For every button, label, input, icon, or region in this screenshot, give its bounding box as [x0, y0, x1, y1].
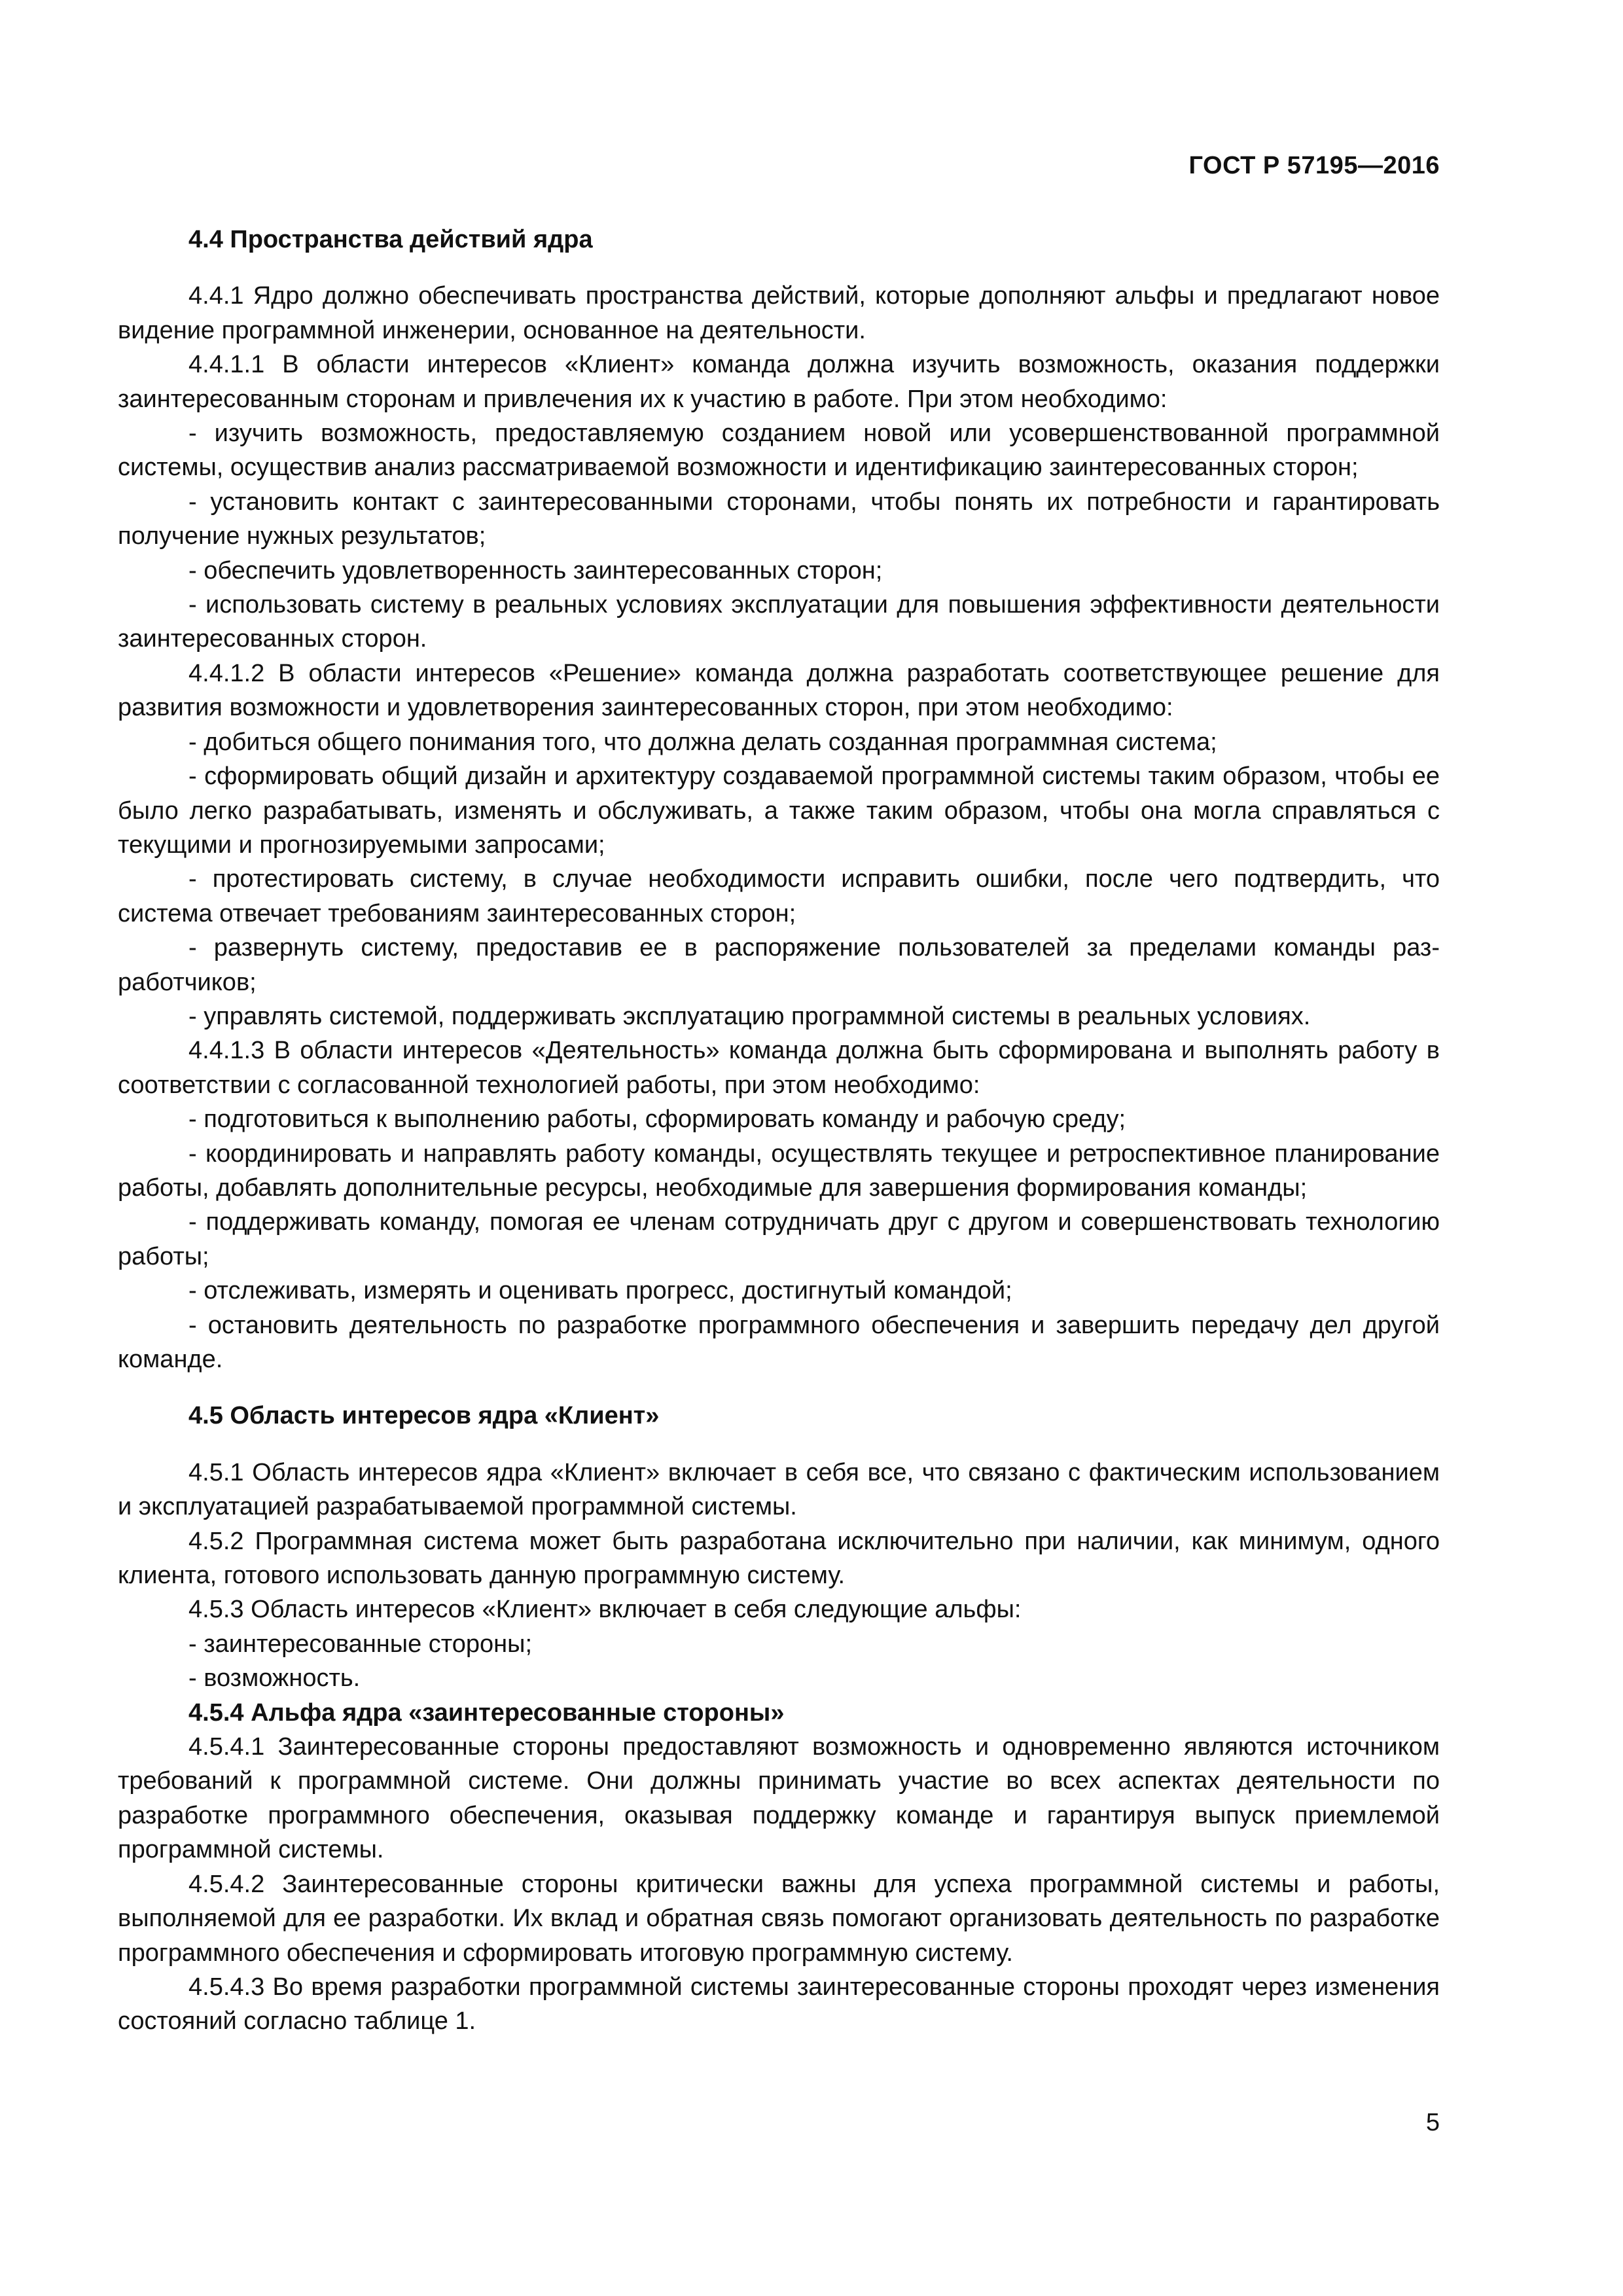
section-heading-4-5: 4.5 Область интересов ядра «Клиент»: [188, 1402, 660, 1430]
page-body: [118, 223, 1440, 2039]
list-item: - сформировать общий дизайн и архитектуру создаваемой программной системы таким образом, чтобы ее было легко разрабатывать, изменять и обслуживать, а также таким образом, чтобы она могла справляться с текущими и прогнозируемыми запросами;: [118, 762, 1440, 859]
list-item: - использовать систему в реальных условиях эксплуатации для повышения эффективности деятельности заинтересованных сторон.: [118, 591, 1440, 653]
paragraph: 4.5.4.1 Заинтересованные стороны предоставляют возможность и одновременно являются источником требований к программной системе. Они должны принимать участие во всех аспектах деятельности по разработке программного обеспечения, оказывая поддержку команде и гарантируя выпуск приемлемой программной системы.: [118, 1733, 1440, 1864]
paragraph: 4.4.1.2 В области интересов «Решение» команда должна разработать соответствующее решение для развития возможности и удовлетворения заинтересованных сторон, при этом необходимо:: [118, 659, 1440, 722]
list-item: - подготовиться к выполнению работы, сформировать команду и рабочую среду;: [188, 1105, 1126, 1134]
list-item: - координировать и направлять работу команды, осуществлять текущее и ретроспективное планирование работы, добавлять дополнительные ресурсы, необходимые для завершения формирования команды;: [118, 1139, 1440, 1202]
paragraph: 4.5.2 Программная система может быть разработана исключительно при наличии, как минимум, одного клиента, готового использовать данную программную систему.: [118, 1527, 1440, 1590]
list-item: - изучить возможность, предоставляемую созданием новой или усовершенствованной программной системы, осуществив анализ рассматриваемой возможности и идентификацию заинтересованных сторон;: [118, 420, 1440, 482]
list-item: - отслеживать, измерять и оценивать прогресс, достигнутый командой;: [188, 1277, 1012, 1305]
paragraph: 4.5.4.2 Заинтересованные стороны критически важны для успеха программной системы и работы, выполняемой для ее разработки. Их вклад и обратная связь помогают организовать деятельность по разработке программного обеспечения и сформировать итоговую программную систему.: [118, 1870, 1440, 1967]
list-item: - обеспечить удовлетворенность заинтересованных сторон;: [188, 556, 883, 584]
document-code-header: ГОСТ Р 57195—2016: [1188, 152, 1440, 179]
paragraph: 4.5.1 Область интересов ядра «Клиент» включает в себя все, что связано с фактическим использованием и эксплуатацией разрабатываемой программной системы.: [118, 1458, 1440, 1521]
paragraph: 4.5.4.3 Во время разработки программной системы заинтересованные стороны проходят через изменения состояний согласно таблице 1.: [118, 1973, 1440, 2036]
page-number: 5: [1425, 2109, 1440, 2136]
list-item: - добиться общего понимания того, что должна делать созданная программная система;: [188, 728, 1217, 756]
list-item: - возможность.: [188, 1664, 361, 1693]
list-item: - остановить деятельность по разработке программного обеспечения и завершить передачу дел другой команде.: [118, 1311, 1440, 1373]
paragraph: 4.4.1.1 В области интересов «Клиент» команда должна изучить возможность, оказания поддержки заинтересованным сторонам и привлечения их к участию в работе. При этом необходимо:: [118, 351, 1440, 413]
section-heading-4-4: 4.4 Пространства действий ядра: [188, 226, 593, 253]
paragraph: 4.4.1 Ядро должно обеспечивать пространства действий, которые дополняют альфы и предлагают новое видение программной инженерии, основанное на деятельности.: [118, 282, 1440, 344]
list-item: - заинтересованные стороны;: [188, 1630, 533, 1658]
subsection-heading-4-5-4: 4.5.4 Альфа ядра «заинтересованные стороны»: [188, 1698, 785, 1727]
list-item: - развернуть систему, предоставив ее в распоряжение пользователей за пределами команды разработчиков;: [118, 934, 1440, 996]
paragraph: 4.4.1.3 В области интересов «Деятельность» команда должна быть сформирована и выполнять работу в соответствии с согласованной технологией работы, при этом необходимо:: [118, 1037, 1440, 1099]
list-item: - управлять системой, поддерживать эксплуатацию программной системы в реальных условиях.: [188, 1002, 1311, 1030]
list-item: - протестировать систему, в случае необходимости исправить ошибки, после чего подтвердить, что система отвечает требованиям заинтересованных сторон;: [118, 865, 1440, 927]
list-item: - установить контакт с заинтересованными сторонами, чтобы понять их потребности и гарантировать получение нужных результатов;: [118, 488, 1440, 550]
paragraph: 4.5.3 Область интересов «Клиент» включает в себя следующие альфы:: [188, 1596, 1022, 1624]
list-item: - поддерживать команду, помогая ее членам сотрудничать друг с другом и совершенствовать технологию работы;: [118, 1208, 1440, 1270]
